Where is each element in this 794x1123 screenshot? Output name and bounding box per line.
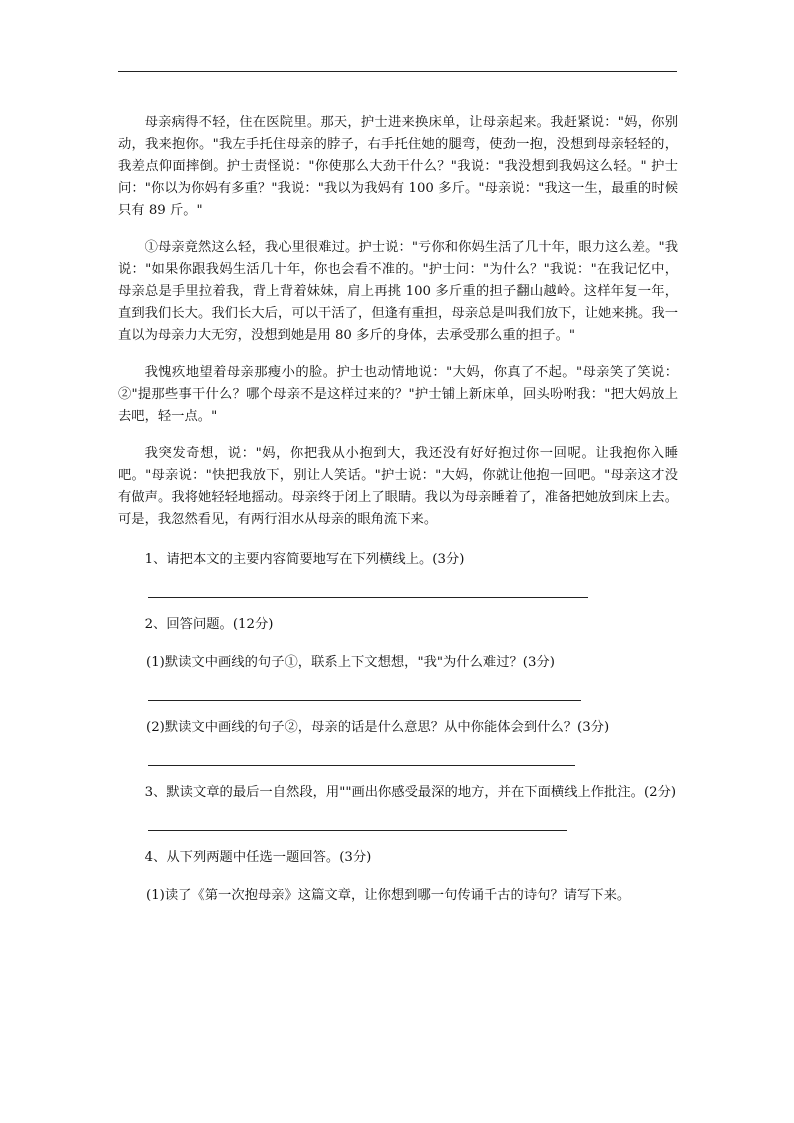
answer-line-2-2	[148, 765, 575, 766]
passage-paragraph-2: ①母亲竟然这么轻，我心里很难过。护士说："亏你和你妈生活了几十年，眼力这么差。"我说："如果你跟我妈生活几十年，你也会看不准的。"护士问："为什么？"我说："在我记忆中，母亲总是手里拉着我，背上背着妹妹，肩上再挑 100 多斤重的担子翻山越岭。这样年复一年，直到我们长大。我们长大后，可以干活了，但逢有重担，母亲总是叫我们放下，让她来挑。我一直以为母亲力大无穷，没想到她是用 80 多斤的身体，去承受那么重的担子。"	[118, 240, 678, 343]
passage-paragraph-1: 母亲病得不轻，住在医院里。那天，护士进来换床单，让母亲起来。我赶紧说："妈，你别动，我来抱你。"我左手托住母亲的脖子，右手托住她的腿弯，使劲一抱，没想到母亲轻轻的，我差点仰面摔倒。护士责怪说："你使那么大劲干什么？"我说："我没想到我妈这么轻。" 护士问："你以为你妈有多重？"我说："我以为我妈有 100 多斤。"母亲说："我这一生，最重的时候只有 89 斤。"	[118, 115, 678, 218]
answer-line-2-1	[148, 700, 581, 701]
question-4: 4、从下列两题中任选一题回答。(3分)	[144, 850, 372, 865]
question-2: 2、回答问题。(12分)	[144, 617, 274, 632]
header-rule	[118, 71, 677, 72]
question-1: 1、请把本文的主要内容简要地写在下列横线上。(3分)	[144, 552, 465, 567]
document-body	[118, 112, 678, 907]
question-2-1: (1)默读文中画线的句子①，联系上下文想想，"我"为什么难过？(3分)	[146, 655, 555, 670]
question-3: 3、默读文章的最后一自然段，用""画出你感受最深的地方，并在下面横线上作批注。(2分)	[144, 785, 677, 800]
answer-line-1	[148, 597, 588, 598]
question-4-1: (1)读了《第一次抱母亲》这篇文章，让你想到哪一句传诵千古的诗句？请写下来。	[146, 888, 631, 903]
passage-paragraph-4: 我突发奇想，说："妈，你把我从小抱到大，我还没有好好抱过你一回呢。让我抱你入睡吧。"母亲说："快把我放下，别让人笑话。"护士说："大妈，你就让他抱一回吧。"母亲这才没有做声。我将她轻轻地摇动。母亲终于闭上了眼睛。我以为母亲睡着了，准备把她放到床上去。可是，我忽然看见，有两行泪水从母亲的眼角流下来。	[118, 446, 678, 527]
answer-line-3	[148, 830, 567, 831]
passage-paragraph-3: 我愧疚地望着母亲那瘦小的脸。护士也动情地说："大妈，你真了不起。"母亲笑了笑说：②"提那些事干什么？哪个母亲不是这样过来的？"护士铺上新床单，回头吩咐我："把大妈放上去吧，轻一点。"	[118, 365, 678, 424]
question-2-2: (2)默读文中画线的句子②，母亲的话是什么意思？从中你能体会到什么？(3分)	[146, 720, 610, 735]
